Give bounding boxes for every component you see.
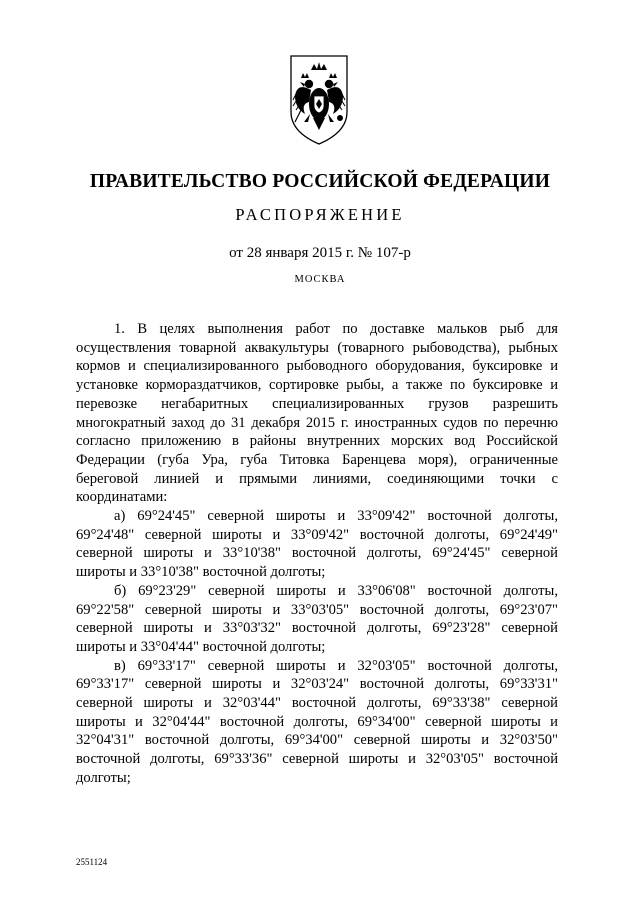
- paragraph-a: а) 69°24'45" северной широты и 33°09'42" восточной долготы, 69°24'48" северной широты и 33°09'42" восточной долготы, 69°24'49" северной широты и 33°10'38" восточной долготы, 69°24'45" северной широты и 33°10'38" восточной долготы;: [76, 508, 558, 581]
- document-date-number: от 28 января 2015 г. № 107-р: [229, 245, 411, 261]
- document-type: РАСПОРЯЖЕНИЕ: [235, 205, 405, 224]
- document-place: МОСКВА: [294, 274, 346, 285]
- document-code: 2551124: [76, 857, 108, 867]
- document-body: [76, 320, 558, 788]
- government-title: ПРАВИТЕЛЬСТВО РОССИЙСКОЙ ФЕДЕРАЦИИ: [89, 171, 551, 192]
- russian-coat-of-arms-icon: [271, 52, 367, 148]
- paragraph-b: б) 69°23'29" северной широты и 33°06'08" восточной долготы, 69°22'58" северной широты и 33°03'05" восточной долготы, 69°23'07" северной широты и 33°03'32" восточной долготы, 69°23'28" северной широты и 33°04'44" восточной долготы;: [76, 582, 558, 655]
- paragraph-v: в) 69°33'17" северной широты и 32°03'05" восточной долготы, 69°33'17" северной широты и 32°03'24" восточной долготы, 69°33'31" северной широты и 32°03'44" восточной долготы, 69°33'38" северной широты и 32°04'44" восточной долготы, 69°34'00" северной широты и 32°04'31" восточной долготы, 69°34'00" северной широты и 32°03'50" восточной долготы, 69°33'36" северной широты и 32°03'05" восточной долготы;: [76, 657, 558, 786]
- paragraph-1: 1. В целях выполнения работ по доставке мальков рыб для осуществления товарной аквакультуры (товарного рыбоводства), рыбных кормов и специализированного рыбоводного оборудования, буксировке и установке кормораздатчиков, сортировке рыбы, а также по буксировке и перевозке негабаритных специализированных грузов разрешить многократный заход до 31 декабря 2015 г. иностранных судов по перечню согласно приложению в районы внутренних морских вод Российской Федерации (губа Ура, губа Титовка Баренцева моря), ограниченные береговой линией и прямыми линиями, соединяющими точки с координатами:: [76, 321, 558, 506]
